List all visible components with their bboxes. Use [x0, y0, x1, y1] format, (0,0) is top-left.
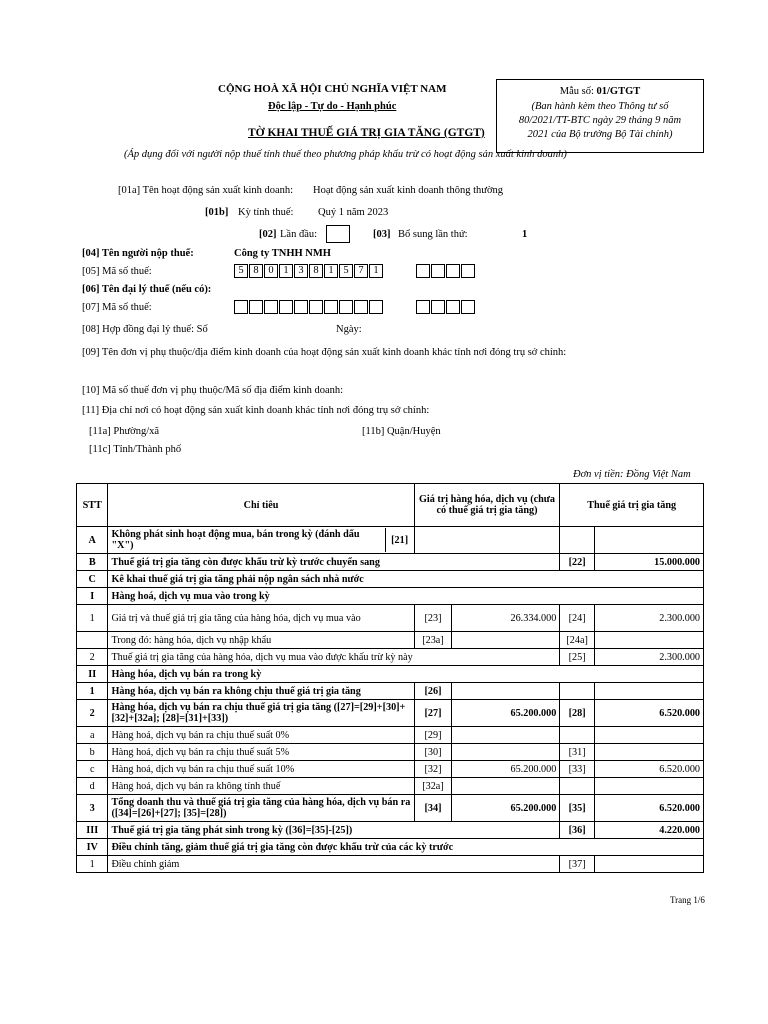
tax-code-digit-box[interactable]: 8 [249, 264, 263, 278]
form-title: TỜ KHAI THUẾ GIÁ TRỊ GIA TĂNG (GTGT) [248, 127, 485, 139]
header-thue: Thuế giá trị gia tăng [560, 484, 704, 527]
row-tax-code: [28] [560, 700, 595, 727]
row-tax-value [594, 856, 703, 873]
row-label: Tổng doanh thu và thuế giá trị gia tăng của hàng hóa, dịch vụ bán ra ([34]=[26]+[27]; [35]=[28]) [108, 795, 414, 822]
field-11c-label: [11c] Tỉnh/Thành phố [89, 444, 182, 455]
row-tax-code: [24] [560, 605, 595, 632]
row-value [452, 744, 560, 761]
form-code: 01/GTGT [596, 86, 641, 97]
table-row [77, 683, 704, 700]
row-value [452, 683, 560, 700]
row-value: 65.200.000 [452, 700, 560, 727]
row-value-code: [29] [414, 727, 452, 744]
row-label: Thuế giá trị gia tăng còn được khấu trừ kỳ trước chuyển sang [108, 554, 560, 571]
row-tax-value: 2.300.000 [594, 605, 703, 632]
field-01b-value: Quý 1 năm 2023 [318, 207, 389, 218]
tax-code-digit-box[interactable] [309, 300, 323, 314]
row-tax-code: [31] [560, 744, 595, 761]
row-label: Điều chỉnh tăng, giảm thuế giá trị gia tăng còn được khấu trừ của các kỳ trước [108, 839, 704, 856]
table-row [77, 778, 704, 795]
row-tax-value: 2.300.000 [594, 649, 703, 666]
row-value [452, 778, 560, 795]
row-label: Hàng hóa, dịch vụ bán ra không chịu thuế giá trị gia tăng [108, 683, 414, 700]
tax-code-digit-box[interactable] [354, 300, 368, 314]
field-02-label: Lần đầu: [280, 229, 318, 240]
field-03-code: [03] [373, 229, 391, 240]
row-value-code: [23] [414, 605, 452, 632]
page-number: Trang 1/6 [670, 895, 705, 905]
tax-code-digit-box[interactable]: 8 [309, 264, 323, 278]
row-stt: I [77, 588, 108, 605]
row-tax-value: 6.520.000 [594, 761, 703, 778]
row-tax-value: 6.520.000 [594, 700, 703, 727]
table-row [77, 605, 704, 632]
row-label: Thuế giá trị gia tăng của hàng hóa, dịch vụ mua vào được khấu trừ kỳ này [108, 649, 560, 666]
row-stt: A [77, 527, 108, 554]
tax-code-digit-box[interactable] [416, 264, 430, 278]
header-gia-tri: Giá trị hàng hóa, dịch vụ (chưa có thuế giá trị gia tăng) [414, 484, 560, 527]
row-tax-code: [24a] [560, 632, 595, 649]
tax-code-digit-box[interactable] [294, 300, 308, 314]
row-value-code: [34] [414, 795, 452, 822]
field-05-label: [05] Mã số thuế: [82, 266, 152, 277]
row-tax-value: 6.520.000 [594, 795, 703, 822]
field-08-date-label: Ngày: [336, 324, 362, 335]
row-value [452, 632, 560, 649]
row-label: Hàng hoá, dịch vụ bán ra chịu thuế suất 5% [108, 744, 414, 761]
field-04-value: Công ty TNHH NMH [234, 248, 331, 259]
field-11a-label: [11a] Phường/xã [89, 426, 160, 437]
field-01b-code: [01b] [205, 207, 229, 218]
field-02-checkbox[interactable] [326, 225, 350, 243]
tax-code-digit-box[interactable]: 3 [294, 264, 308, 278]
tax-code-digit-box[interactable] [339, 300, 353, 314]
tax-code-digit-box[interactable] [446, 300, 460, 314]
row-label: Hàng hoá, dịch vụ bán ra chịu thuế suất 10% [108, 761, 414, 778]
tax-code-digit-box[interactable] [249, 300, 263, 314]
field-07-label: [07] Mã số thuế: [82, 302, 152, 313]
tax-code-digit-box[interactable] [431, 300, 445, 314]
table-row [77, 571, 704, 588]
field-10-label: [10] Mã số thuế đơn vị phụ thuộc/Mã số địa điểm kinh doanh: [82, 385, 344, 396]
row-stt: B [77, 554, 108, 571]
row-stt: d [77, 778, 108, 795]
currency-note: Đơn vị tiền: Đồng Việt Nam [573, 469, 691, 480]
form-code-label: Mẫu số: [559, 86, 594, 97]
tax-code-digit-box[interactable] [461, 264, 475, 278]
table-body [77, 527, 704, 873]
row-tax-value [594, 527, 703, 554]
form-box-line3: 2021 của Bộ trưởng Bộ Tài chính) [527, 129, 673, 140]
row-label: Hàng hoá, dịch vụ mua vào trong kỳ [108, 588, 704, 605]
row-value: 65.200.000 [452, 761, 560, 778]
row-label: Hàng hoá, dịch vụ bán ra không tính thuế [108, 778, 414, 795]
tax-code-digit-box[interactable] [416, 300, 430, 314]
field-06-label: [06] Tên đại lý thuế (nếu có): [82, 284, 212, 295]
row-label: Hàng hóa, dịch vụ bán ra chịu thuế giá trị gia tăng ([27]=[29]+[30]+[32]+[32a]; [28]=[31]+[33]) [108, 700, 414, 727]
table-row [77, 649, 704, 666]
row-tax-value [594, 744, 703, 761]
tax-code-digit-box[interactable]: 1 [279, 264, 293, 278]
tax-code-digit-box[interactable] [234, 300, 248, 314]
field-01a-label: [01a] Tên hoạt động sản xuất kinh doanh: [118, 185, 294, 196]
row-tax-value [594, 778, 703, 795]
row-stt [77, 632, 108, 649]
row-tax-value: 15.000.000 [594, 554, 703, 571]
tax-code-digit-box[interactable] [446, 264, 460, 278]
field-09-label: [09] Tên đơn vị phụ thuộc/địa điểm kinh doanh của hoạt động sản xuất kinh doanh khác tỉnh nơi đóng trụ sở chính: [82, 347, 567, 358]
form-subtitle: (Áp dụng đối với người nộp thuế tính thuế theo phương pháp khấu trừ có hoạt động sản xuất kinh doanh) [124, 149, 567, 160]
row-tax-code: [22] [560, 554, 595, 571]
table-row [77, 700, 704, 727]
table-row [77, 744, 704, 761]
header-chi-tieu: Chỉ tiêu [108, 484, 414, 527]
form-box-line2: 80/2021/TT-BTC ngày 29 tháng 9 năm [518, 115, 682, 126]
tax-code-digit-box[interactable]: 5 [234, 264, 248, 278]
field-01a-value: Hoạt động sản xuất kinh doanh thông thường [313, 185, 504, 196]
tax-code-digit-box[interactable] [369, 300, 383, 314]
field-03-label: Bổ sung lần thứ: [398, 229, 468, 240]
row-stt: III [77, 822, 108, 839]
tax-code-digit-box[interactable] [264, 300, 278, 314]
row-label: Giá trị và thuế giá trị gia tăng của hàng hóa, dịch vụ mua vào [108, 605, 414, 632]
row-tax-code [560, 683, 595, 700]
row-stt: 1 [77, 856, 108, 873]
row-stt: 2 [77, 700, 108, 727]
row-stt: IV [77, 839, 108, 856]
row-stt: a [77, 727, 108, 744]
row-label: Điều chỉnh giảm [108, 856, 560, 873]
tax-code-digit-box[interactable]: 5 [339, 264, 353, 278]
row-stt: 3 [77, 795, 108, 822]
row-value-code: [32] [414, 761, 452, 778]
field-08-label: [08] Hợp đồng đại lý thuế: Số [82, 324, 208, 335]
row-tax-code: [37] [560, 856, 595, 873]
row-tax-value [594, 632, 703, 649]
row-label-text: Không phát sinh hoạt động mua, bán trong kỳ (đánh dấu "X") [111, 529, 360, 551]
row-tax-code [560, 727, 595, 744]
table-row [77, 795, 704, 822]
table-row [77, 839, 704, 856]
tax-code-digit-box[interactable] [431, 264, 445, 278]
row-value-code: [30] [414, 744, 452, 761]
row-tax-code: [36] [560, 822, 595, 839]
field-01b-label: Kỳ tính thuế: [238, 207, 294, 218]
form-box-line1: (Ban hành kèm theo Thông tư số [531, 101, 669, 112]
row-value: 65.200.000 [452, 795, 560, 822]
row-stt: II [77, 666, 108, 683]
form-code-box [496, 79, 704, 153]
field-11b-label: [11b] Quận/Huyện [362, 426, 441, 437]
table-row [77, 554, 704, 571]
tax-code-digit-box[interactable] [324, 300, 338, 314]
field-03-value: 1 [522, 229, 528, 240]
row-value: 26.334.000 [452, 605, 560, 632]
row-value-code: [27] [414, 700, 452, 727]
table-row [77, 822, 704, 839]
row-label: Trong đó: hàng hóa, dịch vụ nhập khẩu [108, 632, 414, 649]
table-row [77, 588, 704, 605]
row-label: Hàng hóa, dịch vụ bán ra trong kỳ [108, 666, 704, 683]
row-tax-code: [35] [560, 795, 595, 822]
table-row [77, 632, 704, 649]
country-name: CỘNG HOÀ XÃ HỘI CHỦ NGHĨA VIỆT NAM [218, 83, 447, 95]
tax-code-digit-box[interactable]: 1 [324, 264, 338, 278]
row-tax-code: [25] [560, 649, 595, 666]
row-stt: 1 [77, 683, 108, 700]
row-value-code: [26] [414, 683, 452, 700]
row-value-code: [23a] [414, 632, 452, 649]
row-label: Hàng hoá, dịch vụ bán ra chịu thuế suất 0% [108, 727, 414, 744]
row-stt: 2 [77, 649, 108, 666]
row-label [108, 527, 414, 554]
row-tax-code [560, 527, 595, 554]
row-stt: C [77, 571, 108, 588]
tax-code-digit-box[interactable]: 1 [369, 264, 383, 278]
row-label: Kê khai thuế giá trị gia tăng phải nộp ngân sách nhà nước [108, 571, 704, 588]
tax-declaration-table [76, 483, 704, 873]
tax-code-digit-box[interactable] [461, 300, 475, 314]
row-value-code: [32a] [414, 778, 452, 795]
motto: Độc lập - Tự do - Hạnh phúc [268, 101, 397, 112]
table-header-row [77, 484, 704, 527]
tax-code-digit-box[interactable] [279, 300, 293, 314]
row-tax-code: [33] [560, 761, 595, 778]
table-row [77, 527, 704, 554]
tax-code-digit-box[interactable]: 0 [264, 264, 278, 278]
row-inline-code: [21] [385, 528, 414, 552]
table-row [77, 727, 704, 744]
field-02-code: [02] [259, 229, 277, 240]
field-04-label: [04] Tên người nộp thuế: [82, 248, 194, 259]
header-stt: STT [77, 484, 108, 527]
row-stt: b [77, 744, 108, 761]
row-label: Thuế giá trị gia tăng phát sinh trong kỳ ([36]=[35]-[25]) [108, 822, 560, 839]
row-value [452, 727, 560, 744]
no-activity-checkbox[interactable] [414, 527, 560, 554]
table-row [77, 666, 704, 683]
row-tax-code [560, 778, 595, 795]
row-stt: 1 [77, 605, 108, 632]
table-row [77, 761, 704, 778]
field-11-label: [11] Địa chỉ nơi có hoạt động sản xuất kinh doanh khác tỉnh nơi đóng trụ sở chính: [82, 405, 430, 416]
tax-code-digit-box[interactable]: 7 [354, 264, 368, 278]
row-tax-value [594, 683, 703, 700]
form-code-line [497, 86, 703, 97]
row-tax-value [594, 727, 703, 744]
row-tax-value: 4.220.000 [594, 822, 703, 839]
row-stt: c [77, 761, 108, 778]
table-row [77, 856, 704, 873]
